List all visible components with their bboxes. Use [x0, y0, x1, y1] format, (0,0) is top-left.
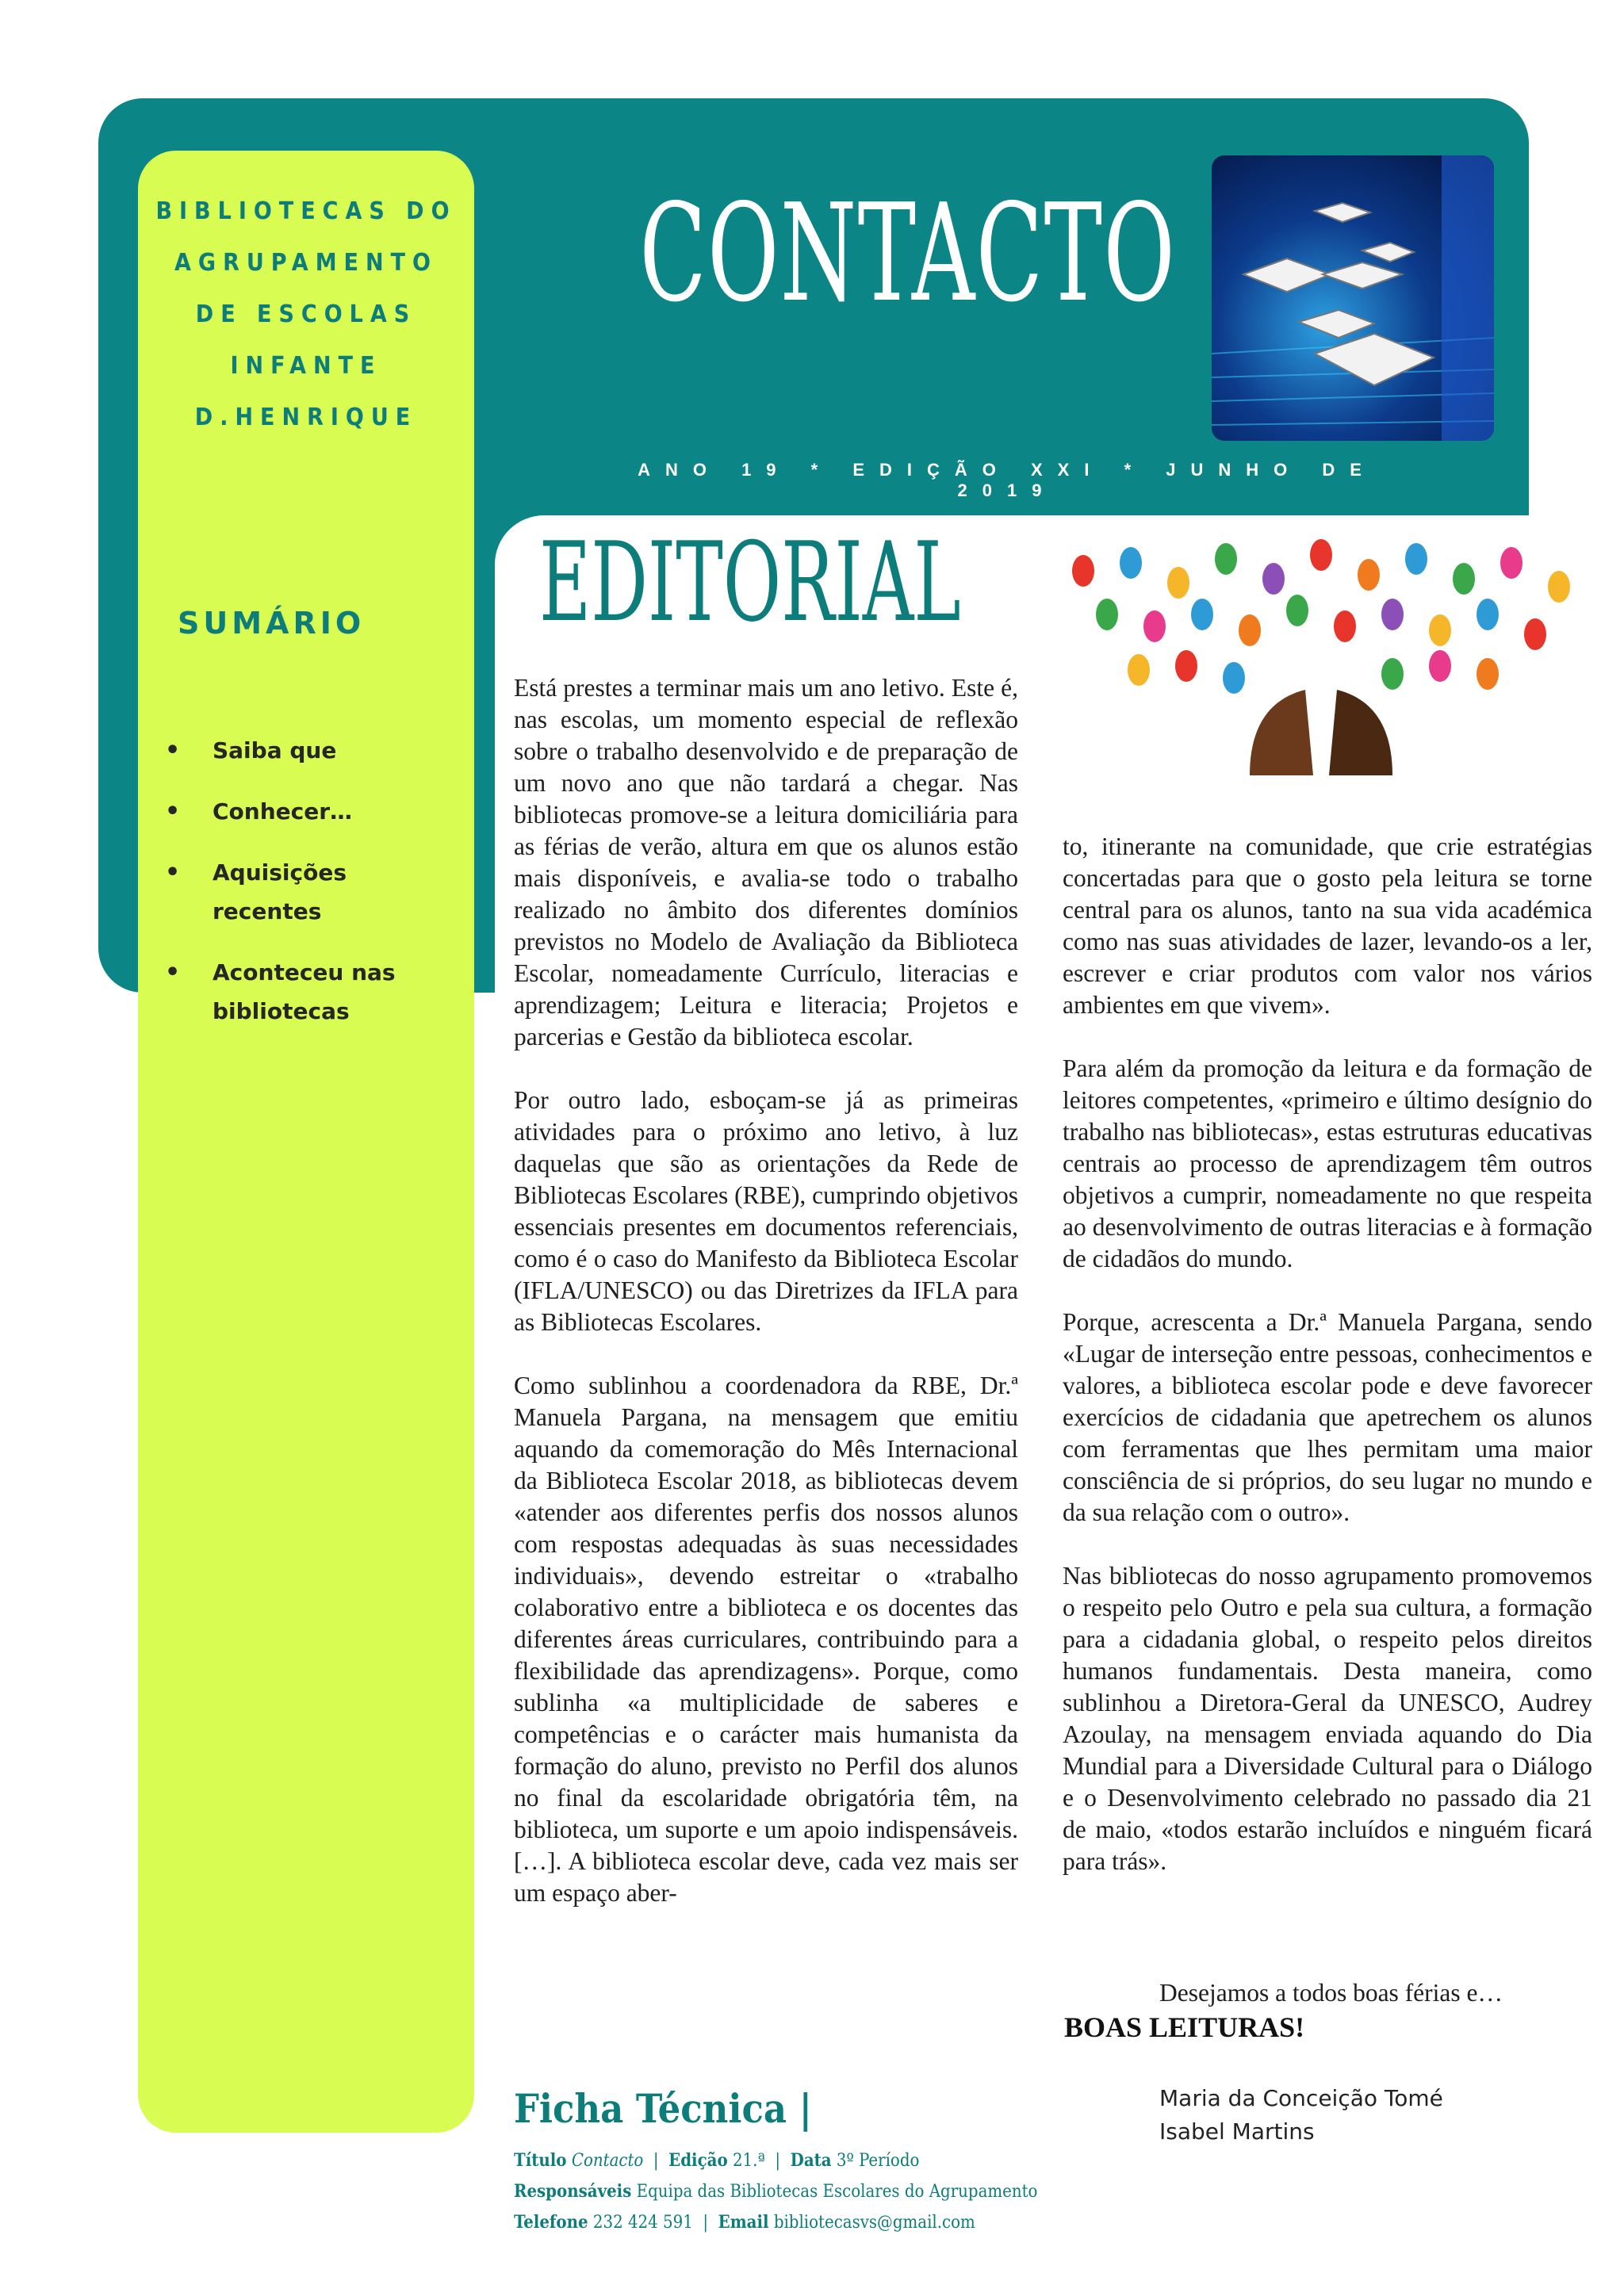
editorial-column-1	[514, 672, 1018, 1941]
summary-list	[162, 731, 463, 1053]
ficha-value: Equipa das Bibliotecas Escolares do Agrupamento	[636, 2182, 1038, 2202]
ficha-label: Título	[514, 2150, 567, 2171]
ficha-tecnica-title: Ficha Técnica |	[514, 2085, 813, 2132]
school-name: BIBLIOTECAS DO AGRUPAMENTO DE ESCOLAS INFANTE D.HENRIQUE	[155, 197, 457, 431]
signature-name: Maria da Conceição Tomé	[1159, 2085, 1443, 2111]
ficha-label: Edição	[668, 2150, 728, 2171]
summary-item[interactable]: • Conhecer…	[162, 792, 463, 831]
books-image	[1212, 155, 1494, 441]
summary-heading: SUMÁRIO	[178, 606, 366, 641]
ficha-value: 3º Período	[836, 2151, 920, 2171]
editorial-heading: EDITORIAL	[539, 519, 961, 646]
ficha-label: Telefone	[514, 2212, 588, 2233]
paragraph: Por outro lado, esboçam-se já as primeiras atividades para o próximo ano letivo, à luz daquelas que são as orientações da Rede de Bibliotecas Escolares (RBE), cumprindo objetivos essenciais presentes em documentos referenciais, como é o caso do Manifesto da Biblioteca Escolar (IFLA/UNESCO) ou das Diretrizes da IFLA para as Bibliotecas Escolares.	[514, 1086, 1018, 1336]
ficha-value: 21.ª	[732, 2151, 765, 2171]
newsletter-title: CONTACTO	[639, 175, 1177, 332]
paragraph: to, itinerante na comunidade, que crie estratégias concertadas para que o gosto pela leitura se torne central para os alunos, tanto na sua vida académica como nas suas atividades de lazer, levando-os a ler, escrever e criar produtos com valor nos vários ambientes em que vivem».	[1063, 832, 1592, 1019]
ficha-label: Responsáveis	[514, 2181, 632, 2202]
paragraph: Para além da promoção da leitura e da formação de leitores competentes, «primeiro e último desígnio do trabalho nas bibliotecas», estas estruturas educativas centrais ao processo de aprendizagem têm outros objetivos a cumprir, nomeadamente no que respeita ao desenvolvimento de outras literacias e à formação de cidadãos do mundo.	[1063, 1054, 1592, 1272]
ficha-tecnica: Título Contacto | Edição 21.ª | Data 3º Período Responsáveis Equipa das Bibliotecas Escolares do Agrupamento Telefone 232 424 591 | Email bibliotecasvs@gmail.com	[514, 2150, 1038, 2233]
signatures	[1159, 2082, 1443, 2149]
summary-item[interactable]: • Aconteceu nas bibliotecas	[162, 953, 463, 1031]
paragraph: Como sublinhou a coordenadora da RBE, Dr.ª Manuela Pargana, na mensagem que emitiu aquando da comemoração do Mês Internacional da Biblioteca Escolar 2018, as bibliotecas devem «atender aos diferentes perfis dos nossos alunos com respostas adequadas às suas necessidades individuais», devendo estreitar o «trabalho colaborativo entre a biblioteca e os docentes das diferentes áreas curriculares, contribuindo para a flexibilidade das aprendizagens». Porque, como sublinha «a multiplicidade de saberes e competências e o carácter mais humanista da formação do aluno, previsto no Perfil dos alunos no final da escolaridade obrigatória têm, na biblioteca, um suporte e um apoio indispensáveis. […]. A biblioteca escolar deve, cada vez mais ser um espaço aber-	[514, 1372, 1018, 1907]
closing: BOAS LEITURAS!	[1064, 2011, 1305, 2043]
hands-tree-image	[1020, 539, 1624, 775]
email-link[interactable]: bibliotecasvs@gmail.com	[773, 2213, 975, 2233]
paragraph: Porque, acrescenta a Dr.ª Manuela Pargana, sendo «Lugar de interseção entre pessoas, conhecimentos e valores, a biblioteca escolar pode e deve favorecer exercícios de cidadania que apetrechem os alunos com ferramentas que lhes permitam uma maior consciência de si próprios, do seu lugar no mundo e da sua relação com o outro».	[1063, 1308, 1592, 1526]
summary-item[interactable]: • Saiba que	[162, 731, 463, 770]
editorial-column-2	[1063, 831, 1592, 1909]
sidebar-panel	[138, 151, 474, 2133]
signature-name: Isabel Martins	[1159, 2118, 1315, 2145]
paragraph: Está prestes a terminar mais um ano letivo. Este é, nas escolas, um momento especial de reflexão sobre o trabalho desenvolvido e de preparação de um novo ano que não tardará a chegar. Nas bibliotecas promove-se a leitura domiciliária para as férias de verão, altura em que os alunos estão mais disponíveis, e avalia-se todo o trabalho realizado no âmbito dos diferentes domínios previstos no Modelo de Avaliação da Biblioteca Escolar, nomeadamente Currículo, literacias e aprendizagem; Leitura e literacia; Projetos e parcerias e Gestão da biblioteca escolar.	[514, 674, 1018, 1050]
paragraph: Nas bibliotecas do nosso agrupamento promovemos o respeito pelo Outro e pela sua cultura, a formação para a cidadania global, o respeito pelos direitos humanos fundamentais. Desta maneira, como sublinhou a Diretora-Geral da UNESCO, Audrey Azoulay, na mensagem enviada aquando do Dia Mundial para a Diversidade Cultural para o Diálogo e o Desenvolvimento celebrado no passado dia 21 de maio, «todos estarão incluídos e ninguém ficará para trás».	[1063, 1562, 1592, 1875]
ficha-label: Email	[718, 2212, 769, 2233]
ficha-label: Data	[790, 2150, 832, 2171]
summary-item[interactable]: • Aquisições recentes	[162, 853, 463, 931]
greeting: Desejamos a todos boas férias e…	[1159, 1979, 1503, 2007]
ficha-value: Contacto	[571, 2151, 644, 2171]
edition-line: ANO 19 * EDIÇÃO XXI * JUNHO DE 2019	[638, 460, 1377, 500]
ficha-value: 232 424 591	[592, 2213, 693, 2233]
